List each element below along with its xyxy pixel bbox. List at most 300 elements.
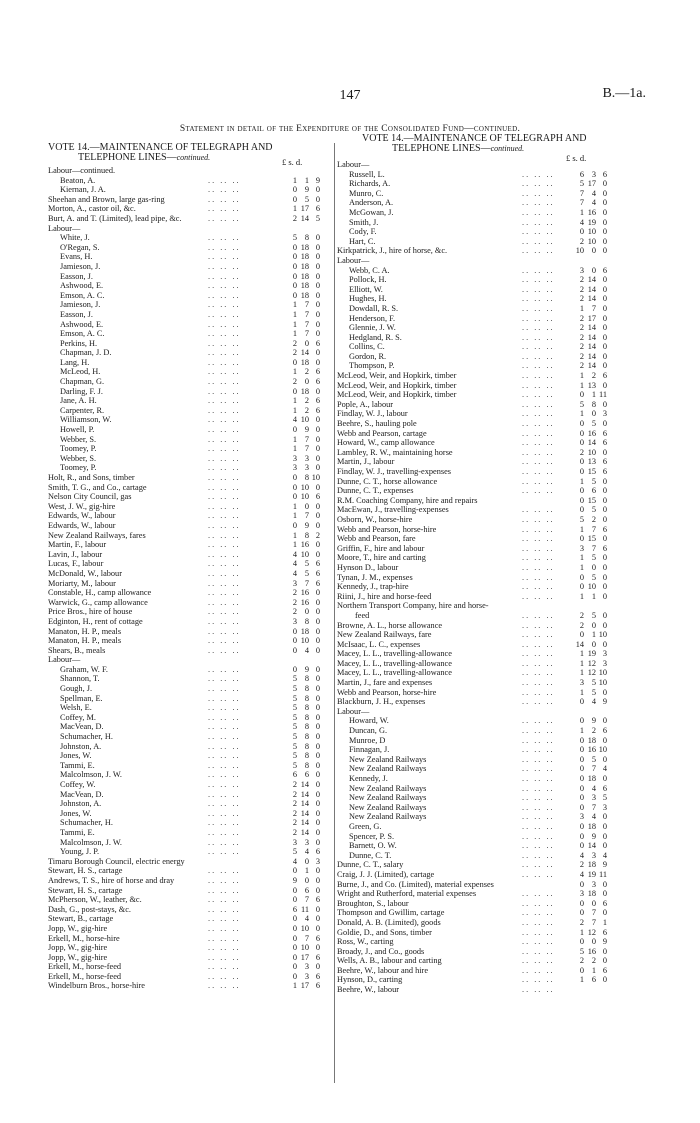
entry-name: feed bbox=[355, 610, 370, 620]
ledger-row bbox=[48, 732, 333, 742]
entry-name: Hynson D., labour bbox=[337, 562, 399, 572]
dot-leader: .. .. .. bbox=[208, 281, 241, 291]
amount bbox=[276, 627, 320, 637]
entry-name: Kennedy, J., trap-hire bbox=[337, 582, 409, 592]
ledger-row bbox=[48, 770, 333, 780]
entry-name: Donald, A. B. (Limited), goods bbox=[337, 917, 441, 927]
amount-pounds: 0 bbox=[292, 425, 297, 435]
ledger-row bbox=[337, 975, 657, 985]
ledger-row bbox=[48, 953, 333, 963]
amount-pounds: 0 bbox=[292, 357, 297, 367]
amount-shillings: 18 bbox=[300, 290, 309, 300]
amount-pounds: 4 bbox=[579, 850, 584, 860]
entry-name: Perkins, H. bbox=[60, 338, 98, 348]
amount bbox=[276, 415, 320, 425]
amount bbox=[276, 559, 320, 569]
amount-pounds: 1 bbox=[292, 511, 297, 521]
dot-leader: .. .. .. bbox=[208, 799, 241, 809]
amount-shillings: 14 bbox=[587, 323, 596, 333]
amount-pounds: 0 bbox=[579, 841, 584, 851]
amount bbox=[276, 751, 320, 761]
amount-pence: 0 bbox=[602, 198, 607, 208]
amount-pounds: 2 bbox=[579, 620, 584, 630]
entry-name: Burt, A. and T. (Limited), lead pipe, &c. bbox=[48, 213, 182, 223]
dot-leader: .. .. .. bbox=[208, 501, 241, 511]
amount-pounds: 0 bbox=[292, 386, 297, 396]
entry-name: Hedgland, R. S. bbox=[349, 332, 402, 342]
ledger-row bbox=[337, 544, 657, 554]
amount-shillings: 9 bbox=[591, 831, 596, 841]
amount-shillings: 10 bbox=[587, 582, 596, 592]
amount-pounds: 2 bbox=[579, 610, 584, 620]
amount-pounds: 1 bbox=[579, 524, 584, 534]
entry-name: Timaru Borough Council, electric energy bbox=[48, 856, 185, 866]
dot-leader: .. .. .. bbox=[522, 937, 555, 947]
entry-name: Craig, J. J. (Limited), cartage bbox=[337, 869, 435, 879]
amount-shillings: 10 bbox=[300, 943, 309, 953]
amount-shillings: 7 bbox=[304, 444, 309, 454]
amount-pence: 1 bbox=[602, 917, 607, 927]
ledger-row bbox=[48, 176, 333, 186]
amount-pence: 10 bbox=[598, 678, 607, 688]
amount-pounds: 0 bbox=[579, 908, 584, 918]
ledger-row bbox=[337, 227, 657, 237]
entry-name: Lucas, F., labour bbox=[48, 559, 104, 569]
entry-name: Beehre, W., labour bbox=[337, 985, 399, 995]
right-vote-line2: TELEPHONE LINES— bbox=[392, 143, 491, 154]
amount bbox=[276, 962, 320, 972]
amount bbox=[276, 531, 320, 541]
ledger-row bbox=[337, 688, 657, 698]
ledger-row bbox=[337, 448, 657, 458]
amount-pence: 3 bbox=[602, 409, 607, 419]
dot-leader: .. .. .. bbox=[522, 975, 555, 985]
entry-name: Easson, J. bbox=[60, 271, 93, 281]
entry-name: Howard, W., camp allowance bbox=[337, 438, 435, 448]
amount-pounds: 0 bbox=[579, 831, 584, 841]
ledger-row bbox=[337, 505, 657, 515]
amount-pounds: 3 bbox=[292, 453, 297, 463]
ledger-row bbox=[337, 477, 657, 487]
page-number: 147 bbox=[339, 88, 361, 103]
amount bbox=[563, 745, 607, 755]
amount-shillings: 16 bbox=[300, 540, 309, 550]
dot-leader: .. .. .. bbox=[522, 562, 555, 572]
dot-leader: .. .. .. bbox=[522, 514, 555, 524]
entry-name: Hynson, D., carting bbox=[337, 975, 403, 985]
amount-pence: 0 bbox=[315, 463, 320, 473]
entry-name: Toomey, P. bbox=[60, 444, 97, 454]
entry-name: Glennie, J. W. bbox=[349, 323, 396, 333]
dot-leader: .. .. .. bbox=[208, 540, 241, 550]
ledger-row bbox=[337, 256, 657, 266]
amount-pence: 0 bbox=[315, 520, 320, 530]
amount-pence: 0 bbox=[602, 879, 607, 889]
amount-pounds: 5 bbox=[579, 946, 584, 956]
amount bbox=[276, 377, 320, 387]
dot-leader: .. .. .. bbox=[208, 789, 241, 799]
left-vote-continued: continued. bbox=[176, 153, 211, 162]
amount bbox=[276, 339, 320, 349]
amount-shillings: 17 bbox=[300, 952, 309, 962]
amount bbox=[276, 166, 320, 176]
amount bbox=[276, 924, 320, 934]
amount-pence: 9 bbox=[602, 860, 607, 870]
amount-shillings: 14 bbox=[300, 827, 309, 837]
amount bbox=[276, 646, 320, 656]
amount-pounds: 4 bbox=[579, 217, 584, 227]
amount-pence: 0 bbox=[315, 780, 320, 789]
dot-leader: .. .. .. bbox=[208, 866, 241, 876]
amount-shillings: 3 bbox=[304, 837, 309, 847]
amount-shillings: 8 bbox=[304, 722, 309, 732]
ledger-row bbox=[337, 198, 657, 208]
amount-pounds: 0 bbox=[579, 821, 584, 831]
amount-pence: 0 bbox=[602, 889, 607, 899]
amount bbox=[276, 953, 320, 963]
entry-name: Riini, J., hire and horse-feed bbox=[337, 591, 432, 601]
ledger-row bbox=[48, 243, 333, 253]
amount bbox=[276, 857, 320, 867]
dot-leader: .. .. .. bbox=[522, 399, 555, 409]
amount-pence: 0 bbox=[315, 885, 320, 895]
amount bbox=[563, 467, 607, 477]
paper-reference: B.—1a. bbox=[602, 86, 646, 101]
amount-shillings: 18 bbox=[300, 271, 309, 281]
amount-shillings: 12 bbox=[587, 927, 596, 937]
ledger-row bbox=[337, 189, 657, 199]
entry-name: Beehre, S., hauling pole bbox=[337, 419, 417, 429]
amount-shillings: 9 bbox=[304, 185, 309, 195]
amount-shillings: 10 bbox=[587, 447, 596, 457]
amount bbox=[563, 323, 607, 333]
amount-shillings: 8 bbox=[304, 760, 309, 770]
entry-name: Edwards, W., labour bbox=[48, 511, 116, 521]
entry-name: Welsh, E. bbox=[60, 703, 92, 713]
amount-pence: 0 bbox=[315, 261, 320, 271]
amount bbox=[276, 291, 320, 301]
ledger-row bbox=[48, 550, 333, 560]
amount-pounds: 1 bbox=[579, 553, 584, 563]
dot-leader: .. .. .. bbox=[208, 741, 241, 751]
ledger-row bbox=[48, 358, 333, 368]
amount-pounds: 1 bbox=[292, 444, 297, 454]
dot-leader: .. .. .. bbox=[522, 745, 555, 755]
ledger-row bbox=[48, 751, 333, 761]
ledger-row bbox=[337, 409, 657, 419]
amount-pence: 0 bbox=[315, 549, 320, 559]
amount bbox=[276, 435, 320, 445]
amount-shillings: 17 bbox=[300, 204, 309, 214]
amount-pounds: 0 bbox=[579, 419, 584, 429]
amount bbox=[276, 329, 320, 339]
entry-name: Blackburn, J. H., expenses bbox=[337, 697, 426, 707]
amount-pence: 0 bbox=[602, 275, 607, 285]
amount-pounds: 2 bbox=[579, 294, 584, 304]
amount bbox=[563, 342, 607, 352]
dot-leader: .. .. .. bbox=[522, 467, 555, 476]
dot-leader: .. .. .. bbox=[522, 227, 555, 237]
amount-pence: 0 bbox=[315, 252, 320, 262]
amount-shillings: 5 bbox=[591, 687, 596, 697]
entry-name: Sheehan and Brown, large gas-ring bbox=[48, 194, 165, 204]
amount bbox=[563, 899, 607, 909]
ledger-row bbox=[337, 726, 657, 736]
amount bbox=[276, 905, 320, 915]
amount bbox=[276, 617, 320, 627]
entry-name: Collins, C. bbox=[349, 342, 385, 352]
dot-leader: .. .. .. bbox=[522, 332, 555, 342]
amount-pounds: 4 bbox=[292, 856, 297, 866]
amount-pence: 0 bbox=[602, 774, 607, 783]
amount-pounds: 1 bbox=[579, 562, 584, 572]
amount-shillings: 7 bbox=[591, 524, 596, 534]
ledger-row bbox=[48, 742, 333, 752]
amount-pence: 10 bbox=[598, 745, 607, 755]
amount bbox=[276, 943, 320, 953]
ledger-row bbox=[48, 185, 333, 195]
amount-pounds: 4 bbox=[292, 559, 297, 569]
ledger-row bbox=[337, 937, 657, 947]
entry-name: Pople, A., labour bbox=[337, 399, 393, 409]
amount-shillings: 18 bbox=[587, 860, 596, 870]
amount-pounds: 0 bbox=[292, 185, 297, 195]
ledger-row bbox=[48, 348, 333, 358]
amount-shillings: 18 bbox=[587, 774, 596, 783]
ledger-row bbox=[48, 914, 333, 924]
amount bbox=[563, 208, 607, 218]
amount-pounds: 0 bbox=[579, 457, 584, 467]
amount-shillings: 0 bbox=[591, 265, 596, 275]
amount-shillings: 5 bbox=[591, 610, 596, 620]
entry-name: Richards, A. bbox=[349, 179, 391, 189]
amount-shillings: 14 bbox=[587, 361, 596, 371]
amount-pence: 6 bbox=[315, 952, 320, 962]
amount-pence: 6 bbox=[602, 467, 607, 476]
amount-pence: 0 bbox=[315, 943, 320, 953]
amount-pounds: 1 bbox=[292, 501, 297, 511]
ledger-row bbox=[48, 300, 333, 310]
amount-shillings: 5 bbox=[591, 553, 596, 563]
amount bbox=[276, 252, 320, 262]
amount bbox=[563, 294, 607, 304]
entry-name: New Zealand Railways bbox=[349, 783, 427, 793]
entry-name: McDonald, W., labour bbox=[48, 568, 122, 578]
amount bbox=[563, 870, 607, 880]
dot-leader: .. .. .. bbox=[208, 415, 241, 425]
amount-pounds: 0 bbox=[579, 716, 584, 726]
dot-leader: .. .. .. bbox=[522, 438, 555, 448]
amount-pence: 6 bbox=[602, 927, 607, 937]
amount-pence: 0 bbox=[602, 380, 607, 390]
amount-pence: 0 bbox=[602, 236, 607, 246]
ledger-row bbox=[48, 396, 333, 406]
amount-pence: 3 bbox=[602, 649, 607, 659]
amount-pounds: 1 bbox=[292, 329, 297, 339]
amount-pence: 0 bbox=[602, 303, 607, 313]
dot-leader: .. .. .. bbox=[208, 185, 241, 195]
amount-shillings: 3 bbox=[591, 879, 596, 889]
entry-name: Williamson, W. bbox=[60, 415, 112, 425]
amount-shillings: 17 bbox=[587, 313, 596, 323]
amount-pounds: 5 bbox=[292, 703, 297, 713]
amount-pence: 0 bbox=[315, 290, 320, 300]
amount-shillings: 0 bbox=[591, 937, 596, 947]
entry-name: Macey, L. L., travelling-allowance bbox=[337, 658, 452, 668]
entry-name: Labour— bbox=[337, 160, 370, 169]
amount-pounds: 5 bbox=[292, 712, 297, 722]
amount-pounds: 1 bbox=[292, 540, 297, 550]
amount-shillings: 5 bbox=[591, 505, 596, 515]
amount-pence: 0 bbox=[315, 760, 320, 770]
ledger-row bbox=[48, 895, 333, 905]
amount-pence: 6 bbox=[315, 568, 320, 578]
ledger-row bbox=[337, 736, 657, 746]
amount-shillings: 9 bbox=[304, 520, 309, 530]
amount-pounds: 0 bbox=[579, 898, 584, 908]
ledger-row bbox=[337, 592, 657, 602]
entry-name: Thompson, P. bbox=[349, 361, 395, 371]
amount-pence: 0 bbox=[315, 511, 320, 521]
amount bbox=[276, 914, 320, 924]
dot-leader: .. .. .. bbox=[208, 616, 241, 626]
entry-name: Price Bros., hire of house bbox=[48, 607, 133, 617]
entry-name: Jones, W. bbox=[60, 808, 92, 818]
amount-pounds: 5 bbox=[292, 722, 297, 732]
ledger-row bbox=[337, 314, 657, 324]
amount-shillings: 2 bbox=[591, 371, 596, 381]
amount-shillings: 0 bbox=[591, 409, 596, 419]
ledger-row bbox=[337, 218, 657, 228]
amount-pence: 0 bbox=[602, 572, 607, 582]
dot-leader: .. .. .. bbox=[208, 770, 241, 780]
amount-shillings: 18 bbox=[300, 386, 309, 396]
amount bbox=[276, 934, 320, 944]
ledger-row bbox=[337, 457, 657, 467]
amount-pounds: 2 bbox=[292, 789, 297, 799]
dot-leader: .. .. .. bbox=[522, 265, 555, 275]
ledger-row bbox=[48, 627, 333, 637]
amount-pence: 0 bbox=[315, 904, 320, 914]
amount-pence: 0 bbox=[315, 741, 320, 751]
dot-leader: .. .. .. bbox=[208, 674, 241, 684]
amount bbox=[276, 310, 320, 320]
amount bbox=[276, 176, 320, 186]
amount-shillings: 16 bbox=[300, 588, 309, 598]
amount-shillings: 2 bbox=[591, 514, 596, 524]
amount-pounds: 0 bbox=[579, 754, 584, 764]
dot-leader: .. .. .. bbox=[208, 233, 241, 243]
amount bbox=[276, 876, 320, 886]
amount-pounds: 3 bbox=[292, 463, 297, 473]
ledger-row bbox=[337, 467, 657, 477]
amount-pence: 6 bbox=[315, 405, 320, 415]
ledger-row bbox=[337, 870, 657, 880]
amount bbox=[563, 860, 607, 870]
amount-pence: 0 bbox=[315, 636, 320, 646]
amount bbox=[276, 454, 320, 464]
entry-name: Stewart, H. S., cartage bbox=[48, 885, 123, 895]
amount-pence: 4 bbox=[602, 764, 607, 774]
entry-name: Erkell, M., horse-hire bbox=[48, 933, 120, 943]
amount-shillings: 16 bbox=[587, 745, 596, 755]
amount-shillings: 3 bbox=[304, 463, 309, 473]
amount bbox=[276, 732, 320, 742]
entry-name: Munroe, D bbox=[349, 735, 386, 745]
dot-leader: .. .. .. bbox=[522, 207, 555, 217]
dot-leader: .. .. .. bbox=[522, 889, 555, 899]
amount bbox=[563, 429, 607, 439]
right-vote-heading bbox=[362, 134, 587, 154]
amount bbox=[276, 358, 320, 368]
amount-pounds: 0 bbox=[292, 636, 297, 646]
entry-name: MacVean, D. bbox=[60, 722, 104, 732]
dot-leader: .. .. .. bbox=[522, 917, 555, 927]
ledger-row bbox=[48, 722, 333, 732]
dot-leader: .. .. .. bbox=[208, 578, 241, 588]
dot-leader: .. .. .. bbox=[522, 553, 555, 563]
entry-name: Andrews, T. S., hire of horse and dray bbox=[48, 875, 175, 885]
dot-leader: .. .. .. bbox=[208, 338, 241, 348]
amount bbox=[276, 185, 320, 195]
amount-shillings: 16 bbox=[587, 428, 596, 438]
dot-leader: .. .. .. bbox=[522, 639, 555, 649]
ledger-row bbox=[337, 361, 657, 371]
amount-shillings: 10 bbox=[300, 482, 309, 492]
entry-name: MacVean, D. bbox=[60, 789, 104, 799]
entry-name: Windelburn Bros., horse-hire bbox=[48, 981, 145, 991]
dot-leader: .. .. .. bbox=[208, 492, 241, 502]
amount-pounds: 5 bbox=[292, 674, 297, 684]
amount-shillings: 5 bbox=[591, 419, 596, 429]
dot-leader: .. .. .. bbox=[522, 284, 555, 294]
amount bbox=[563, 774, 607, 784]
ledger-row bbox=[337, 899, 657, 909]
amount bbox=[563, 640, 607, 650]
amount bbox=[276, 722, 320, 732]
amount-pence: 4 bbox=[602, 850, 607, 860]
amount-pence: 0 bbox=[602, 946, 607, 956]
ledger-row bbox=[48, 272, 333, 282]
amount-shillings: 14 bbox=[587, 841, 596, 851]
ledger-row bbox=[48, 665, 333, 675]
amount-shillings: 14 bbox=[587, 294, 596, 304]
amount-pounds: 1 bbox=[292, 300, 297, 310]
amount bbox=[276, 300, 320, 310]
entry-name: Webber, S. bbox=[60, 434, 97, 444]
right-currency-header: £ s. d. bbox=[566, 153, 587, 163]
amount bbox=[563, 390, 607, 400]
amount-shillings: 4 bbox=[591, 188, 596, 198]
amount-pence: 0 bbox=[315, 703, 320, 713]
amount-shillings: 2 bbox=[304, 367, 309, 377]
entry-name: Martin, J., fare and expenses bbox=[337, 678, 433, 688]
ledger-row bbox=[48, 387, 333, 397]
amount-shillings: 7 bbox=[304, 300, 309, 310]
dot-leader: .. .. .. bbox=[522, 323, 555, 333]
ledger-row bbox=[337, 678, 657, 688]
amount-shillings: 7 bbox=[591, 802, 596, 812]
amount bbox=[563, 314, 607, 324]
amount bbox=[276, 598, 320, 608]
column-divider bbox=[334, 143, 335, 1083]
amount bbox=[276, 540, 320, 550]
amount-shillings: 13 bbox=[587, 380, 596, 390]
amount-pence: 6 bbox=[602, 265, 607, 275]
entry-name: Dunne, C. T., horse allowance bbox=[337, 476, 438, 486]
amount-shillings: 0 bbox=[591, 898, 596, 908]
ledger-row bbox=[48, 483, 333, 493]
